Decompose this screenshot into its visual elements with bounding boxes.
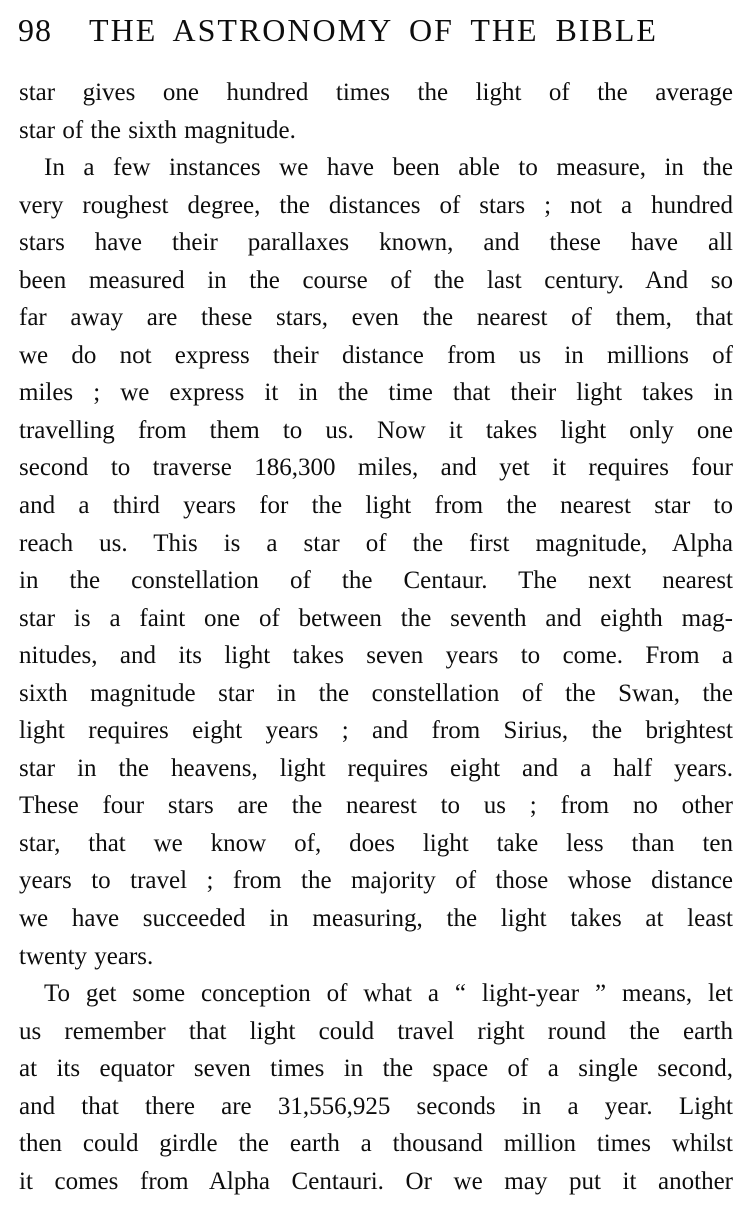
running-title: THE ASTRONOMY OF THE BIBLE: [89, 12, 658, 48]
text-line: These four stars are the nearest to us ; from no other: [19, 792, 733, 820]
text-line: we do not express their distance from us in millions of: [19, 341, 733, 369]
page-body: [19, 74, 733, 1200]
text-line: star in the heavens, light requires eight and a half years.: [19, 754, 733, 782]
text-line: travelling from them to us. Now it takes light only one: [19, 416, 733, 444]
text-line: In a few instances we have been able to measure, in the: [44, 154, 733, 182]
text-line: stars have their parallaxes known, and these have all: [19, 229, 733, 257]
text-line: very roughest degree, the distances of stars ; not a hundred: [19, 191, 733, 219]
text-line: To get some conception of what a “ light-year ” means, let: [44, 980, 733, 1008]
text-line: nitudes, and its light takes seven years to come. From a: [19, 642, 733, 670]
text-line: years to travel ; from the majority of those whose distance: [19, 867, 733, 895]
text-line: it comes from Alpha Centauri. Or we may put it another: [19, 1167, 733, 1195]
page-number: 98: [18, 12, 52, 48]
text-line: star gives one hundred times the light of the average: [19, 79, 733, 106]
text-line: star of the sixth magnitude.: [19, 116, 296, 144]
text-line: us remember that light could travel right round the earth: [19, 1017, 733, 1045]
text-line: been measured in the course of the last century. And so: [19, 266, 733, 294]
text-line: in the constellation of the Centaur. The next nearest: [19, 567, 733, 595]
text-line: second to traverse 186,300 miles, and yet it requires four: [19, 454, 733, 482]
text-line: then could girdle the earth a thousand million times whilst: [19, 1130, 733, 1158]
text-line: light requires eight years ; and from Sirius, the brightest: [19, 717, 733, 745]
text-line: at its equator seven times in the space of a single second,: [19, 1055, 733, 1083]
text-line: far away are these stars, even the nearest of them, that: [19, 304, 733, 332]
text-line: sixth magnitude star in the constellation of the Swan, the: [19, 679, 733, 707]
text-line: miles ; we express it in the time that their light takes in: [19, 379, 733, 407]
text-line: we have succeeded in measuring, the light takes at least: [19, 905, 733, 933]
text-line: star is a faint one of between the seventh and eighth mag-: [19, 604, 733, 632]
text-line: reach us. This is a star of the first magnitude, Alpha: [19, 529, 733, 557]
text-line: twenty years.: [19, 942, 154, 970]
page-header: [18, 12, 729, 54]
text-line: and that there are 31,556,925 seconds in a year. Light: [19, 1092, 733, 1120]
text-line: star, that we know of, does light take less than ten: [19, 829, 733, 857]
text-line: and a third years for the light from the nearest star to: [19, 492, 733, 520]
